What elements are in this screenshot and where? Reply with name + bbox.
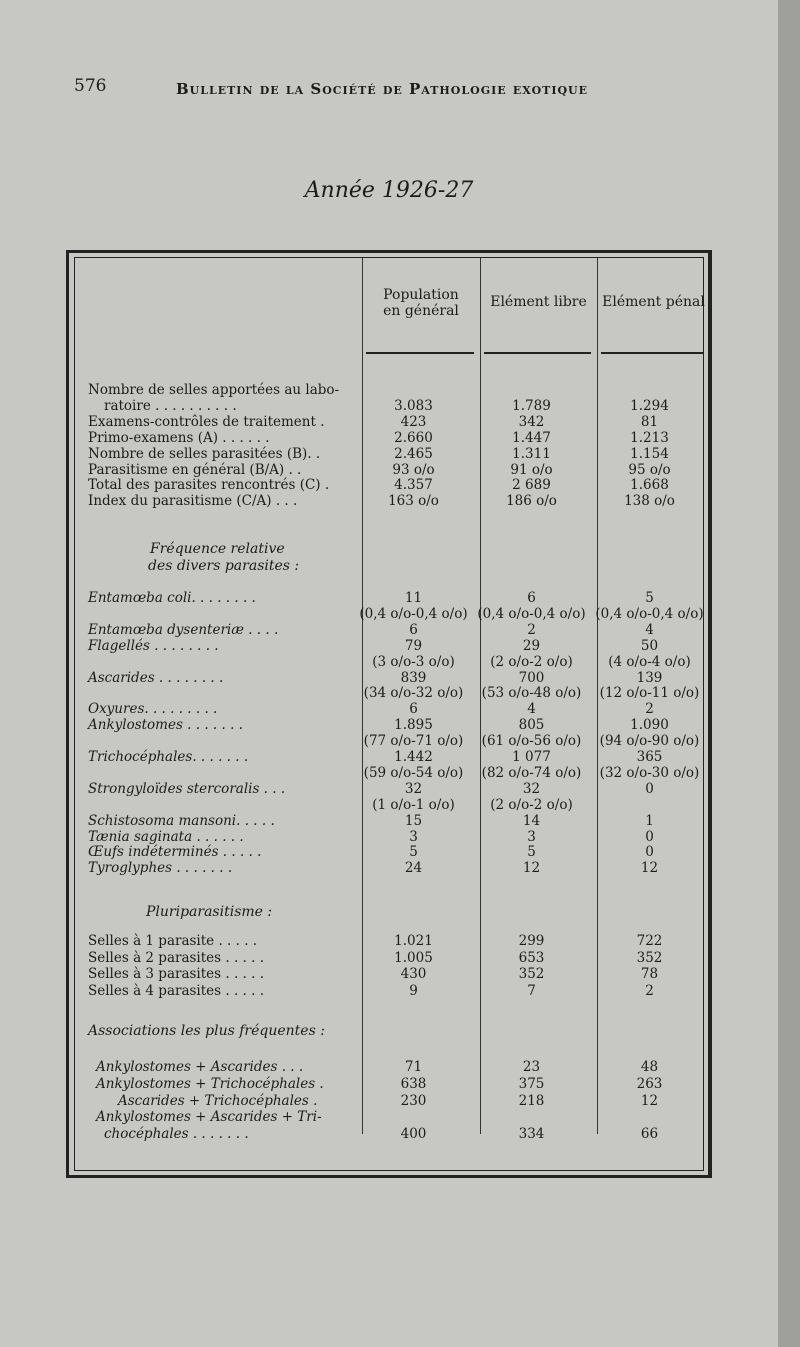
frequency-label: Oxyures. . . . . . . . .: [88, 701, 218, 718]
frequency-value-col2: 4: [527, 701, 536, 718]
pluri-value-col1: 9: [409, 982, 418, 999]
pluri-value-col2: 7: [527, 982, 536, 999]
general-value-col2: 2 689: [512, 477, 551, 494]
frequency-row: [0, 797, 778, 813]
general-value-col3: 1.154: [630, 445, 669, 462]
frequency-row: [0, 860, 778, 876]
frequency-value-col1: (0,4 o/o-0,4 o/o): [359, 605, 468, 622]
pluri-value-col2: 653: [518, 949, 545, 966]
frequency-value-col1: (1 o/o-1 o/o): [372, 796, 455, 813]
assoc-value-col2: 23: [522, 1059, 541, 1075]
assoc-row: [0, 1109, 778, 1125]
pluri-value-col3: 2: [645, 982, 654, 999]
frequency-label: Ankylostomes . . . . . . .: [88, 717, 243, 734]
frequency-value-col1: (77 o/o-71 o/o): [363, 733, 464, 750]
general-value-col3: 1.294: [630, 397, 669, 414]
assoc-label: Ankylostomes + Trichocéphales .: [96, 1075, 324, 1092]
assoc-label: Ankylostomes + Ascarides . . .: [96, 1059, 304, 1075]
frequency-value-col1: 24: [404, 860, 423, 877]
frequency-value-col1: 1.895: [394, 717, 433, 734]
pluri-value-col1: 430: [400, 966, 427, 982]
frequency-value-col2: (2 o/o-2 o/o): [490, 653, 573, 670]
pluri-value-col1: 1.021: [394, 933, 433, 949]
frequency-row: [0, 654, 778, 670]
pluri-value-col1: 1.005: [394, 949, 433, 966]
frequency-value-col2: 3: [527, 828, 536, 845]
frequency-value-col2: 5: [527, 844, 536, 861]
column-header-rule: [601, 352, 704, 354]
pluri-label: Selles à 3 parasites . . . . .: [88, 966, 264, 982]
general-value-col3: 138 o/o: [624, 493, 675, 510]
frequency-value-col1: 6: [409, 621, 418, 638]
frequency-value-col3: 50: [640, 637, 659, 654]
frequency-value-col2: (2 o/o-2 o/o): [490, 796, 573, 813]
pluri-value-col3: 722: [636, 933, 663, 949]
frequency-value-col3: 1.090: [630, 717, 669, 734]
general-value-col2: 1.311: [512, 445, 551, 462]
assoc-row: [0, 1059, 778, 1075]
frequency-value-col2: 32: [522, 780, 541, 797]
frequency-value-col1: 32: [404, 780, 423, 797]
general-value-col2: 342: [518, 413, 545, 430]
frequency-row: [0, 813, 778, 829]
frequency-label: Strongyloïdes stercoralis . . .: [88, 780, 286, 797]
frequency-value-col1: 15: [404, 812, 423, 829]
assoc-value-col2: 375: [518, 1075, 545, 1092]
general-value-col2: 1.789: [512, 397, 551, 414]
frequency-section-title: [150, 541, 299, 575]
frequency-value-col3: 12: [640, 860, 659, 877]
assoc-value-col3: 263: [636, 1075, 663, 1092]
frequency-value-col1: 6: [409, 701, 418, 718]
frequency-value-col3: (0,4 o/o-0,4 o/o): [595, 605, 704, 622]
frequency-row: [0, 622, 778, 638]
assoc-label: chocéphales . . . . . . .: [104, 1126, 249, 1143]
assoc-label: Ascarides + Trichocéphales .: [118, 1092, 318, 1109]
frequency-value-col3: 365: [636, 749, 663, 765]
pluri-label: Selles à 2 parasites . . . . .: [88, 949, 264, 966]
pluri-row: [0, 966, 778, 982]
general-value-col1: 2.660: [394, 429, 433, 446]
frequency-value-col2: (53 o/o-48 o/o): [481, 685, 582, 702]
frequency-value-col2: 29: [522, 637, 541, 654]
frequency-value-col1: 79: [404, 637, 423, 654]
general-row: [0, 414, 778, 430]
frequency-value-col3: (94 o/o-90 o/o): [599, 733, 700, 750]
column-header-line: Elément pénal: [602, 294, 705, 310]
column-header-1: [362, 287, 480, 319]
assoc-row: [0, 1126, 778, 1142]
frequency-row: [0, 606, 778, 622]
frequency-value-col2: (82 o/o-74 o/o): [481, 764, 582, 781]
frequency-row: [0, 844, 778, 860]
frequency-row: [0, 701, 778, 717]
page-number: 576: [74, 76, 107, 96]
frequency-row: [0, 717, 778, 733]
frequency-row: [0, 749, 778, 765]
page-edge: [778, 0, 800, 1347]
frequency-row: [0, 685, 778, 701]
frequency-value-col3: 5: [645, 590, 654, 606]
frequency-value-col2: 14: [522, 812, 541, 829]
frequency-value-col2: 805: [518, 717, 545, 734]
frequency-value-col2: (61 o/o-56 o/o): [481, 733, 582, 750]
assoc-value-col1: 230: [400, 1092, 427, 1109]
general-row: [0, 430, 778, 446]
pluri-section-title: Pluriparasitisme :: [146, 904, 273, 920]
assoc-value-col2: 334: [518, 1126, 545, 1143]
assoc-section-title: Associations les plus fréquentes :: [88, 1023, 325, 1039]
assoc-row: [0, 1076, 778, 1092]
general-row: [0, 493, 778, 509]
pluri-label: Selles à 1 parasite . . . . .: [88, 933, 258, 949]
frequency-value-col1: 5: [409, 844, 418, 861]
column-header-rule: [366, 352, 474, 354]
general-value-col1: 2.465: [394, 445, 433, 462]
assoc-label: Ankylostomes + Ascarides + Tri-: [96, 1109, 322, 1126]
general-value-col1: 93 o/o: [392, 461, 435, 478]
table-title: Année 1926-27: [304, 178, 474, 203]
frequency-value-col3: 0: [645, 828, 654, 845]
frequency-label: Entamœba dysenteriæ . . . .: [88, 621, 279, 638]
frequency-value-col3: 1: [645, 812, 654, 829]
general-value-col1: 4.357: [394, 477, 433, 494]
assoc-value-col1: 71: [404, 1059, 423, 1075]
column-header-rule: [484, 352, 591, 354]
frequency-value-col3: (32 o/o-30 o/o): [599, 764, 700, 781]
column-header-2: [480, 294, 597, 310]
column-header-line: en général: [383, 303, 459, 319]
general-row: [0, 477, 778, 493]
frequency-value-col1: 3: [409, 828, 418, 845]
general-row: [0, 446, 778, 462]
assoc-value-col2: 218: [518, 1092, 545, 1109]
frequency-value-col2: 12: [522, 860, 541, 877]
general-value-col3: 1.213: [630, 429, 669, 446]
general-row: [0, 462, 778, 478]
frequency-value-col3: 2: [645, 701, 654, 718]
general-label: Index du parasitisme (C/A) . . .: [88, 493, 298, 510]
running-head: Bulletin de la Société de Pathologie exotique: [176, 80, 589, 98]
frequency-label: Œufs indéterminés . . . . .: [88, 844, 262, 861]
general-label: Nombre de selles apportées au labo-: [88, 382, 340, 398]
frequency-value-col2: 700: [518, 669, 545, 686]
general-value-col2: 186 o/o: [506, 493, 557, 510]
general-label: Total des parasites rencontrés (C) .: [88, 477, 330, 494]
general-value-col3: 95 o/o: [628, 461, 671, 478]
general-label: Parasitisme en général (B/A) . .: [88, 461, 302, 478]
general-value-col3: 81: [640, 413, 659, 430]
pluri-value-col3: 352: [636, 949, 663, 966]
frequency-title-line: Fréquence relative: [150, 541, 285, 557]
assoc-value-col1: 638: [400, 1075, 427, 1092]
frequency-value-col1: (59 o/o-54 o/o): [363, 764, 464, 781]
frequency-label: Entamœba coli. . . . . . . .: [88, 590, 256, 606]
general-label: Examens-contrôles de traitement .: [88, 413, 325, 430]
frequency-label: Trichocéphales. . . . . . .: [88, 749, 249, 765]
frequency-value-col1: (34 o/o-32 o/o): [363, 685, 464, 702]
frequency-row: [0, 829, 778, 845]
frequency-value-col3: 139: [636, 669, 663, 686]
frequency-value-col1: 11: [404, 590, 423, 606]
pluri-label: Selles à 4 parasites . . . . .: [88, 982, 264, 999]
general-value-col1: 3.083: [394, 397, 433, 414]
frequency-row: [0, 670, 778, 686]
frequency-row: [0, 733, 778, 749]
assoc-row: [0, 1093, 778, 1109]
pluri-value-col3: 78: [640, 966, 659, 982]
frequency-row: [0, 590, 778, 606]
pluri-row: [0, 950, 778, 966]
general-label: Nombre de selles parasitées (B). .: [88, 445, 321, 462]
pluri-row: [0, 983, 778, 999]
pluri-value-col2: 352: [518, 966, 545, 982]
frequency-value-col2: 6: [527, 590, 536, 606]
frequency-value-col2: (0,4 o/o-0,4 o/o): [477, 605, 586, 622]
assoc-value-col1: 400: [400, 1126, 427, 1143]
general-label: ratoire . . . . . . . . . .: [104, 397, 237, 414]
assoc-value-col3: 48: [640, 1059, 659, 1075]
general-label: Primo-examens (A) . . . . . .: [88, 429, 270, 446]
frequency-label: Tyroglyphes . . . . . . .: [88, 860, 233, 877]
frequency-value-col1: (3 o/o-3 o/o): [372, 653, 455, 670]
column-header-line: Population: [383, 287, 459, 303]
frequency-value-col3: 0: [645, 844, 654, 861]
pluri-row: [0, 933, 778, 949]
general-value-col2: 91 o/o: [510, 461, 553, 478]
assoc-value-col3: 66: [640, 1126, 659, 1143]
column-header-3: [597, 294, 710, 310]
frequency-label: Ascarides . . . . . . . .: [88, 669, 224, 686]
general-value-col2: 1.447: [512, 429, 551, 446]
frequency-label: Schistosoma mansoni. . . . .: [88, 812, 275, 829]
pluri-value-col2: 299: [518, 933, 545, 949]
column-header-line: Elément libre: [490, 294, 587, 310]
frequency-label: Tænia saginata . . . . . .: [88, 828, 244, 845]
frequency-row: [0, 638, 778, 654]
general-value-col1: 423: [400, 413, 427, 430]
frequency-value-col3: (12 o/o-11 o/o): [599, 685, 700, 702]
frequency-value-col3: 0: [645, 780, 654, 797]
frequency-value-col2: 1 077: [512, 749, 551, 765]
frequency-value-col1: 839: [400, 669, 427, 686]
frequency-label: Flagellés . . . . . . . .: [88, 637, 219, 654]
general-value-col1: 163 o/o: [388, 493, 439, 510]
frequency-value-col2: 2: [527, 621, 536, 638]
general-row: [0, 382, 778, 398]
general-value-col3: 1.668: [630, 477, 669, 494]
frequency-value-col3: 4: [645, 621, 654, 638]
general-row: [0, 398, 778, 414]
frequency-value-col3: (4 o/o-4 o/o): [608, 653, 691, 670]
assoc-value-col3: 12: [640, 1092, 659, 1109]
frequency-title-line: des divers parasites :: [148, 558, 300, 574]
frequency-value-col1: 1.442: [394, 749, 433, 765]
frequency-row: [0, 781, 778, 797]
frequency-row: [0, 765, 778, 781]
